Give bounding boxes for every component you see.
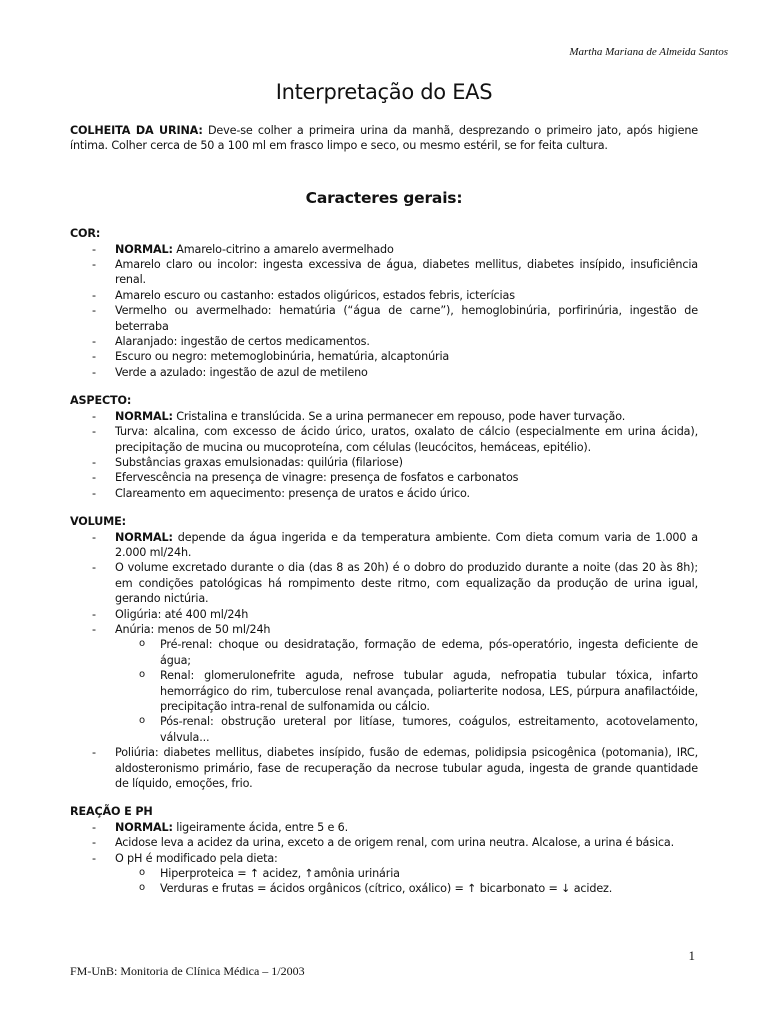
volume-heading: VOLUME: — [70, 515, 126, 529]
list-item: - Efervescência na presença de vinagre: presença de fosfatos e carbonatos — [70, 470, 698, 485]
reacao-list — [70, 820, 698, 897]
normal-text: Cristalina e translúcida. Se a urina permanecer em repouso, pode haver turvação. — [172, 409, 626, 423]
list-item — [70, 242, 698, 257]
list-item: - Substâncias graxas emulsionadas: quilúria (filariose) — [70, 455, 698, 470]
list-item — [70, 409, 698, 424]
author-header: Martha Mariana de Almeida Santos — [569, 46, 728, 58]
aspecto-list — [70, 409, 698, 501]
sublist-item: o Renal: glomerulonefrite aguda, nefrose tubular aguda, nefropatia tubular tóxica, infarto hemorrágico do rim, tuberculose renal avançada, poliarterite nodosa, LES, púrpura anafilactóide, precipitação intra-renal de sulfonamida ou cálcio. — [115, 668, 698, 714]
list-item — [70, 851, 698, 897]
anuria-label: Anúria: menos de 50 ml/24h — [115, 622, 271, 636]
page-title: Interpretação do EAS — [275, 80, 493, 104]
volume-list — [70, 530, 698, 792]
dieta-sublist — [115, 866, 698, 897]
intro-text: Deve-se colher a primeira urina da manhã, desprezando o primeiro jato, após higiene íntima. Colher cerca de 50 a 100 ml em frasco limpo e seco, ou mesmo estéril, se for feita cultura. — [70, 124, 698, 153]
page-number: 1 — [688, 948, 695, 963]
normal-text: ligeiramente ácida, entre 5 e 6. — [172, 820, 349, 834]
dieta-label: O pH é modificado pela dieta: — [115, 851, 278, 865]
anuria-sublist — [115, 637, 698, 745]
list-item — [70, 820, 698, 835]
normal-label: NORMAL: — [115, 820, 173, 834]
list-item: - Alaranjado: ingestão de certos medicamentos. — [70, 334, 698, 349]
sublist-item: o Pré-renal: choque ou desidratação, formação de edema, pós-operatório, ingesta deficiente de água; — [115, 637, 698, 668]
list-item: - Vermelho ou avermelhado: hematúria (“água de carne”), hemoglobinúria, porfirinúria, ingestão de beterraba — [70, 303, 698, 334]
sublist-item: o Hiperproteica = ↑ acidez, ↑amônia urinária — [115, 866, 698, 881]
normal-text: Amarelo-citrino a amarelo avermelhado — [172, 242, 394, 256]
list-item: - Clareamento em aquecimento: presença de uratos e ácido úrico. — [70, 486, 698, 501]
normal-label: NORMAL: — [115, 530, 173, 544]
list-item — [70, 530, 698, 561]
section-title: Caracteres gerais: — [305, 188, 463, 207]
list-item: - Escuro ou negro: metemoglobinúria, hematúria, alcaptonúria — [70, 349, 698, 364]
list-item: - Poliúria: diabetes mellitus, diabetes insípido, fusão de edemas, polidipsia psicogênica (potomania), IRC, aldosteronismo primário, fase de recuperação da necrose tubular aguda, ingesta de grande quantidade de líquido, emoções, frio. — [70, 745, 698, 791]
aspecto-heading: ASPECTO: — [70, 394, 132, 408]
intro-label: COLHEITA DA URINA: — [70, 124, 203, 137]
normal-label: NORMAL: — [115, 242, 173, 256]
list-item: - Oligúria: até 400 ml/24h — [70, 607, 698, 622]
list-item: - Amarelo claro ou incolor: ingesta excessiva de água, diabetes mellitus, diabetes insípido, insuficiência renal. — [70, 257, 698, 288]
normal-text: depende da água ingerida e da temperatura ambiente. Com dieta comum varia de 1.000 a 2.000 ml/24h. — [115, 530, 698, 559]
cor-list — [70, 242, 698, 381]
list-item: - Verde a azulado: ingestão de azul de metileno — [70, 365, 698, 380]
reacao-heading: REAÇÃO E PH — [70, 805, 153, 819]
page-footer: FM-UnB: Monitoria de Clínica Médica – 1/2003 — [70, 964, 305, 978]
list-item: - O volume excretado durante o dia (das 8 as 20h) é o dobro do produzido durante a noite (das 20 às 8h); em condições patológicas há rompimento deste ritmo, com equalização da produção de urina igual, gerando nictúria. — [70, 560, 698, 606]
normal-label: NORMAL: — [115, 409, 173, 423]
document-body — [70, 123, 698, 910]
list-item: - Amarelo escuro ou castanho: estados oligúricos, estados febris, icterícias — [70, 288, 698, 303]
list-item: - Turva: alcalina, com excesso de ácido úrico, uratos, oxalato de cálcio (especialmente em urina ácida), precipitação de mucina ou mucoproteína, com células (leucócitos, hemáceas, epitélio). — [70, 424, 698, 455]
list-item: - Acidose leva a acidez da urina, exceto a de origem renal, com urina neutra. Alcalose, a urina é básica. — [70, 835, 698, 850]
cor-heading: COR: — [70, 227, 101, 241]
sublist-item: o Verduras e frutas = ácidos orgânicos (cítrico, oxálico) = ↑ bicarbonato = ↓ acidez. — [115, 881, 698, 896]
sublist-item: o Pós-renal: obstrução ureteral por litíase, tumores, coágulos, estreitamento, acotovelamento, válvula... — [115, 714, 698, 745]
intro-paragraph — [70, 123, 698, 154]
list-item — [70, 622, 698, 745]
